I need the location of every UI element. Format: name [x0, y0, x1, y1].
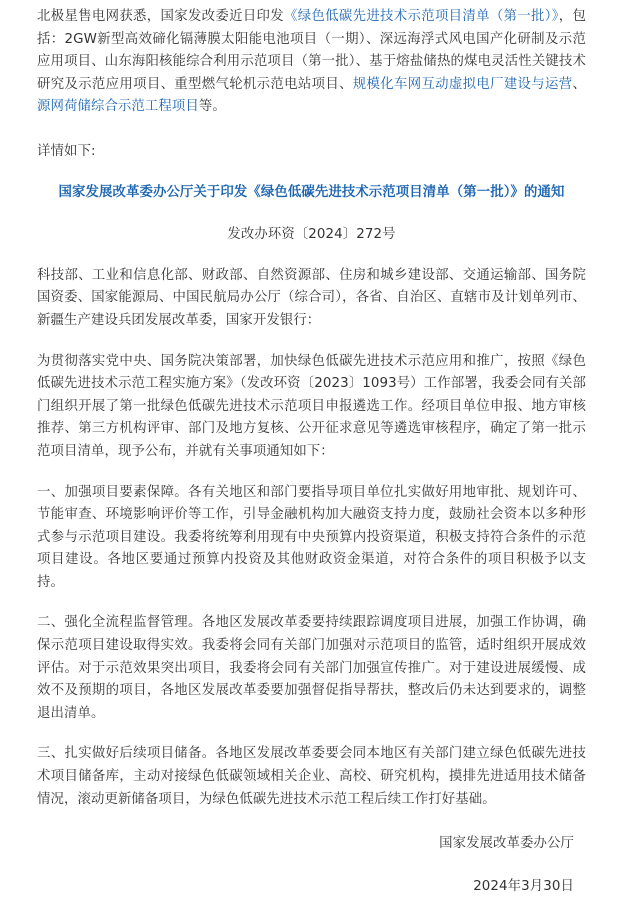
details-label: 详情如下: [37, 143, 96, 159]
intro-text-2: ，包括：2GW新型高效碲化镉薄膜太阳能电池项目（一期）、深远海浮式风电国产化研制及示范应用项目、山东海阳核能综合利用示范项目（第一批）、基于熔盐储热的煤电灵活性关键技术研究及示范应用项目、重型燃气轮机示范电站项目、 [37, 9, 586, 92]
intro-text-1: 北极星售电网获悉，国家发改委近日印发 [37, 9, 284, 24]
item-1-paragraph: 一、加强项目要素保障。各有关地区和部门要指导项目单位扎实做好用地审批、规划许可、节能审查、环境影响评价等工作，引导金融机构加大融资支持力度，鼓励社会资本以多种形式参与示范项目建设。我委将统筹利用现有中央预算内投资渠道，积极支持符合条件的示范项目建设。各地区要通过预算内投资及其他财政资金渠道，对符合条件的项目积极予以支持。 [37, 484, 586, 590]
intro-text-4: 等。 [198, 99, 226, 115]
document-number: 发改办环资〔2024〕272号 [227, 227, 396, 243]
intro-text-3: 、 [572, 76, 586, 92]
item-3-paragraph: 三、扎实做好后续项目储备。各地区发展改革委要会同本地区有关部门建立绿色低碳先进技术项目储备库，主动对接绿色低碳领域相关企业、高校、研究机构，摸排先进适用技术储备情况，滚动更新储备项目，为绿色低碳先进技术示范工程后续工作打好基础。 [37, 746, 586, 807]
issuer-signature: 国家发展改革委办公厅 [439, 836, 574, 852]
v2g-vpp-link[interactable]: 规模化车网互动虚拟电厂建设与运营 [352, 76, 573, 92]
intro-paragraph [37, 6, 586, 119]
issue-date: 2024年3月30日 [473, 878, 574, 894]
source-grid-load-storage-link[interactable]: 源网荷储综合示范工程项目 [37, 99, 199, 115]
project-list-link[interactable]: 《绿色低碳先进技术示范项目清单（第一批）》 [284, 9, 559, 24]
notice-title: 国家发展改革委办公厅关于印发《绿色低碳先进技术示范项目清单（第一批）》的通知 [58, 184, 565, 200]
item-2-paragraph: 二、强化全流程监督管理。各地区发展改革委要持续跟踪调度项目进展，加强工作协调，确保示范项目建设取得实效。我委将会同有关部门加强对示范项目的监管，适时组织开展成效评估。对于示范效果突出项目，我委将会同有关部门加强宣传推广。对于建设进展缓慢、成效不及预期的项目，各地区发展改革委要加强督促指导帮扶，整改后仍未达到要求的，调整退出清单。 [37, 615, 586, 721]
body-paragraph: 为贯彻落实党中央、国务院决策部署，加快绿色低碳先进技术示范应用和推广，按照《绿色低碳先进技术示范工程实施方案》（发改环资〔2023〕1093号）工作部署，我委会同有关部门组织开展了第一批绿色低碳先进技术示范项目申报遴选工作。经项目单位申报、地方审核推荐、第三方机构评审、部门及地方复核、公开征求意见等遴选审核程序，确定了第一批示范项目清单，现予公布，并就有关事项通知如下： [37, 353, 586, 459]
recipients-paragraph: 科技部、工业和信息化部、财政部、自然资源部、住房和城乡建设部、交通运输部、国务院国资委、国家能源局、中国民航局办公厅（综合司），各省、自治区、直辖市及计划单列市、新疆生产建设兵团发展改革委，国家开发银行： [37, 267, 586, 328]
